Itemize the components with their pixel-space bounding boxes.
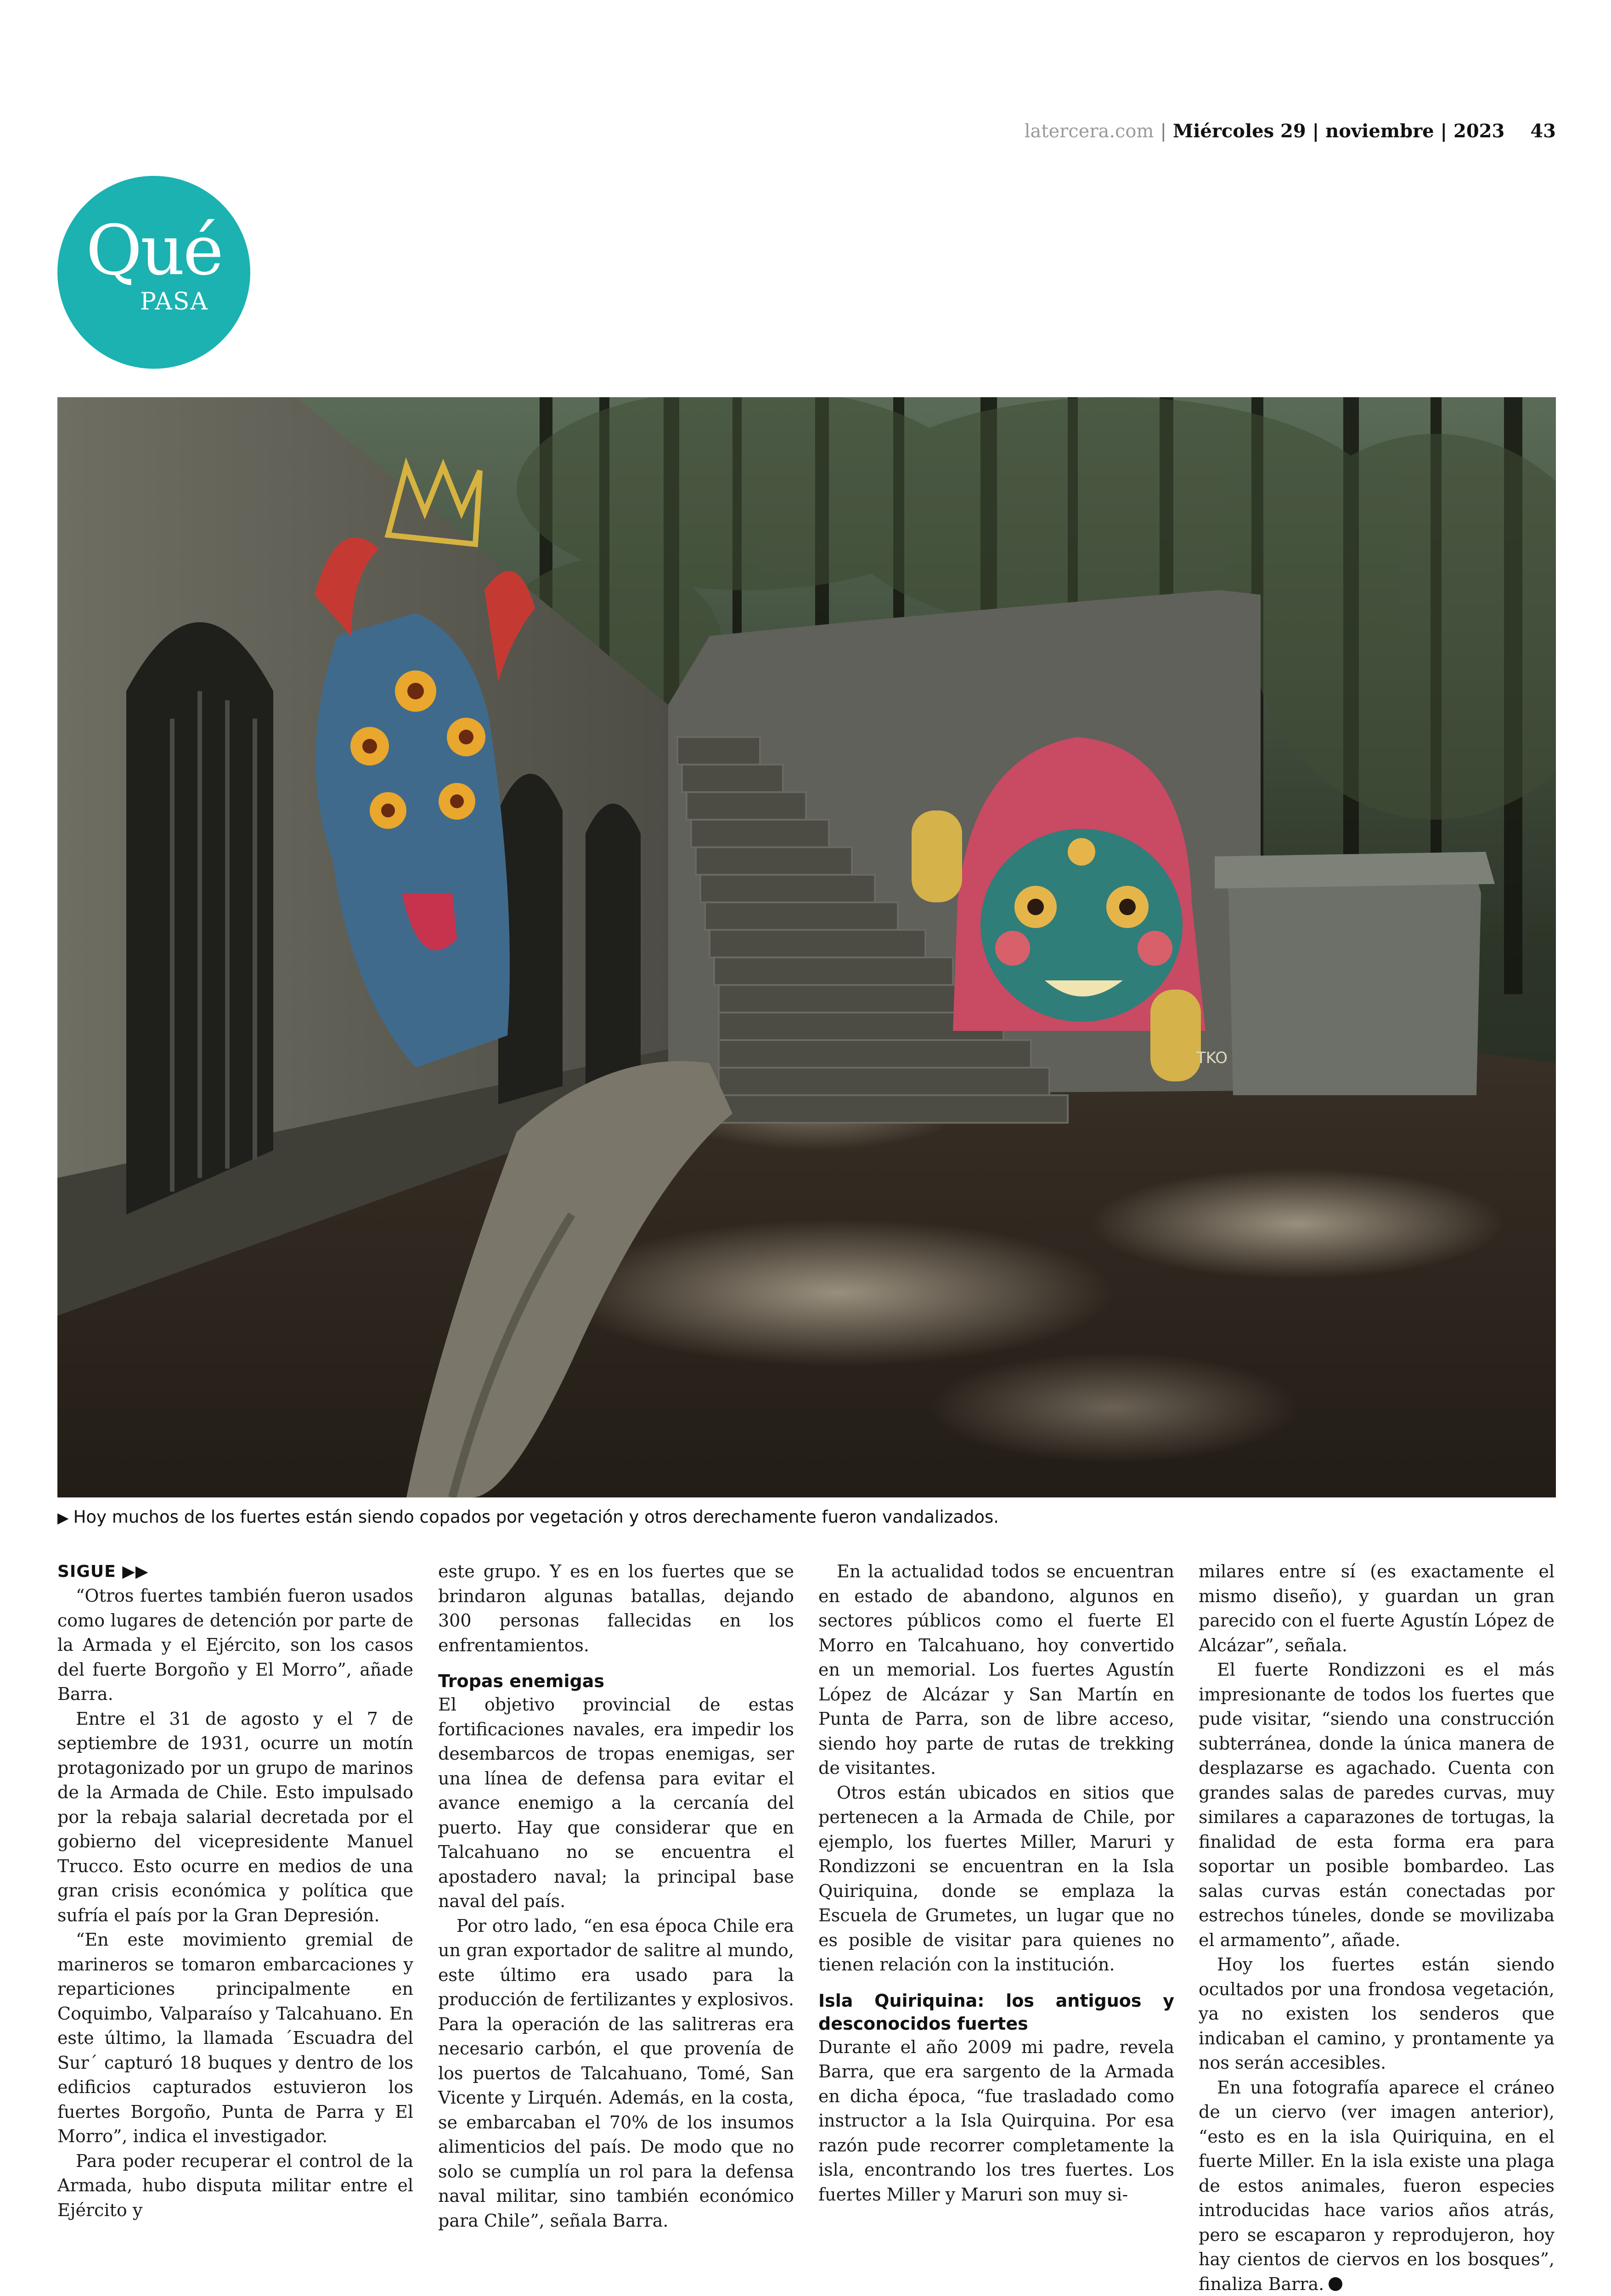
- fort-photo: [57, 397, 1556, 1497]
- caption-arrow-icon: ▶: [57, 1509, 69, 1526]
- fort-photo-illustration: [57, 397, 1556, 1497]
- subheading-tropas-enemigas: Tropas enemigas: [438, 1670, 794, 1693]
- paragraph: “Otros fuertes también fueron usados como lugares de detención por parte de la Armada y el Ejército, son los casos del fuerte Borgoño y El Morro”, añade Barra.: [57, 1584, 413, 1707]
- paragraph: Para poder recuperar el control de la Armada, hubo disputa militar entre el Ejército y: [57, 2149, 413, 2223]
- photo-caption: [57, 1507, 999, 1527]
- sigue-label: SIGUE ▶▶: [57, 1559, 413, 1584]
- page-number: 43: [1530, 120, 1556, 142]
- paragraph: Entre el 31 de agosto y el 7 de septiembre de 1931, ocurre un motín protagonizado por un grupo de marinos de la Armada de Chile. Esto impulsado por la rebaja salarial decretada por el gobierno del vicepresidente Manuel Trucco. Esto ocurre en medios de una gran crisis económica y política que sufría el país por la Gran Depresión.: [57, 1707, 413, 1928]
- article-column-2: [438, 1559, 794, 2233]
- subheading-isla-quiriquina: Isla Quiriquina: los antiguos y desconocidos fuertes: [818, 1989, 1174, 2035]
- que-pasa-logo: [57, 176, 250, 369]
- article-column-1: [57, 1559, 413, 2223]
- paragraph: Durante el año 2009 mi padre, revela Barra, que era sargento de la Armada en dicha época, “fue trasladado como instructor a la Isla Quirquina. Por esa razón pude recorrer completamente la isla, encontrando los tres fuertes. Los fuertes Miller y Maruri son muy si-: [818, 2035, 1174, 2207]
- paragraph: “En este movimiento gremial de marineros se tomaron embarcaciones y reparticiones principalmente en Coquimbo, Valparaíso y Talcahuano. En este último, la llamada ´Escuadra del Sur´ capturó 18 buques y dentro de los edificios capturados estuvieron los fuertes Borgoño, Punta de Parra y El Morro”, indica el investigador.: [57, 1928, 413, 2149]
- paragraph: El objetivo provincial de estas fortificaciones navales, era impedir los desembarcos de tropas enemigas, ser una línea de defensa para evitar el avance enemigo a la cercanía del puerto. Hay que considerar que en Talcahuano no se encuentra el apostadero naval; la principal base naval del país.: [438, 1693, 794, 1914]
- paragraph: Por otro lado, “en esa época Chile era un gran exportador de salitre al mundo, este último era usado para la producción de fertilizantes y explosivos. Para la operación de las salitreras era necesario carbón, el que provenía de los puertos de Talcahuano, Tomé, San Vicente y Lirquén. Además, en la costa, se embarcaban el 70% de los insumos alimenticios del país. De modo que no solo se cumplía un rol para la defensa naval militar, sino también económico para Chile”, señala Barra.: [438, 1914, 794, 2234]
- caption-text: Hoy muchos de los fuertes están siendo copados por vegetación y otros derechamente fueron vandalizados.: [73, 1507, 999, 1527]
- article-column-3: [818, 1559, 1174, 2207]
- logo-que: Qué: [57, 216, 250, 285]
- end-of-article-icon: [1329, 2277, 1342, 2291]
- publication-date: Miércoles 29 | noviembre | 2023: [1173, 120, 1504, 142]
- article-column-4: [1199, 1559, 1555, 2296]
- graffiti-signature: TKO: [1196, 1049, 1228, 1067]
- site-name[interactable]: latercera.com: [1025, 121, 1154, 142]
- paragraph: En la actualidad todos se encuentran en estado de abandono, algunos en sectores públicos como el fuerte El Morro en Talcahuano, hoy convertido en un memorial. Los fuertes Agustín López de Alcázar y San Martín en Punta de Parra, son de libre acceso, siendo hoy parte de rutas de trekking de visitantes.: [818, 1559, 1174, 1781]
- paragraph: milares entre sí (es exactamente el mismo diseño), y guardan un gran parecido con el fuerte Agustín López de Alcázar”, señala.: [1199, 1559, 1555, 1658]
- logo-pasa: PASA: [140, 290, 208, 314]
- paragraph: Otros están ubicados en sitios que pertenecen a la Armada de Chile, por ejemplo, los fuertes Miller, Maruri y Rondizzoni se encuentran en la Isla Quiriquina, donde se emplaza la Escuela de Grumetes, un lugar que no es posible de visitar para quienes no tienen relación con la institución.: [818, 1781, 1174, 1977]
- paragraph: El fuerte Rondizzoni es el más impresionante de todos los fuertes que pude visitar, “siendo una construcción subterránea, donde la única manera de desplazarse es agachado. Cuenta con grandes salas de paredes curvas, muy similares a caparazones de tortugas, la finalidad de esta forma era para soportar un posible bombardeo. Las salas curvas están conectadas por estrechos túneles, donde se movilizaba el armamento”, añade.: [1199, 1658, 1555, 1953]
- paragraph: este grupo. Y es en los fuertes que se brindaron algunas batallas, dejando 300 personas fallecidas en los enfrentamientos.: [438, 1559, 794, 1658]
- paragraph: [1199, 2076, 1555, 2296]
- paragraph: Hoy los fuertes están siendo ocultados por una frondosa vegetación, ya no existen los senderos que indicaban el camino, y prontamente ya nos serán accesibles.: [1199, 1953, 1555, 2076]
- page-header: [1025, 120, 1556, 142]
- header-separator: |: [1160, 121, 1166, 142]
- paragraph-text: En una fotografía aparece el cráneo de un ciervo (ver imagen anterior), “esto es en la isla Quiriquina, en el fuerte Miller. En la isla existe una plaga de estos animales, fueron especies introducidas hace varios años atrás, pero se escaparon y reprodujeron, hoy hay cientos de ciervos en los bosques”, finaliza Barra.: [1199, 2077, 1555, 2294]
